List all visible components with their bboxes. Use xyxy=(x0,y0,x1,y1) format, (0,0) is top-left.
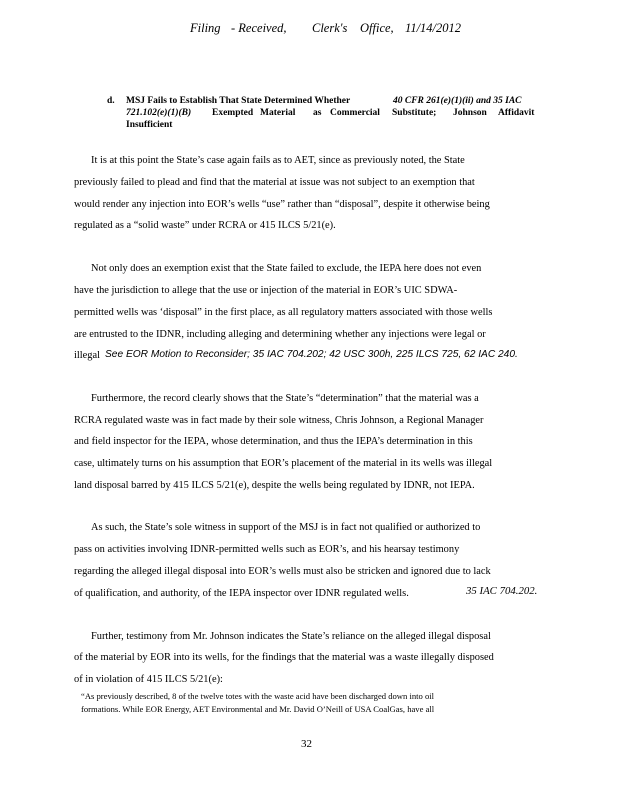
paragraph-line: are entrusted to the IDNR, including alleging and determining whether any injections were legal or xyxy=(74,329,486,340)
paragraph-line: It is at this point the State’s case again fails as to AET, since as previously noted, the State xyxy=(91,155,465,166)
paragraph-line: of qualification, and authority, of the IEPA inspector over IDNR regulated wells. xyxy=(74,588,409,599)
heading-word: as xyxy=(313,108,322,118)
paragraph-line: RCRA regulated waste was in fact made by their sole witness, Chris Johnson, a Regional Manager xyxy=(74,415,484,426)
paragraph-line: and field inspector for the IEPA, whose determination, and thus the IEPA’s determination in this xyxy=(74,436,473,447)
paragraph-line: land disposal barred by 415 ILCS 5/21(e), despite the wells being regulated by IDNR, not IEPA. xyxy=(74,480,475,491)
header-office: Office, xyxy=(360,21,394,35)
section-heading-cite: 40 CFR 261(e)(1)(ii) and 35 IAC xyxy=(393,96,522,106)
header-clerks: Clerk's xyxy=(312,21,348,35)
paragraph-line: of in violation of 415 ILCS 5/21(e): xyxy=(74,674,223,685)
heading-word: Affidavit xyxy=(498,108,535,118)
heading-word: Substitute; xyxy=(392,108,437,118)
page-number: 32 xyxy=(301,738,312,750)
paragraph-line: of the material by EOR into its wells, for the findings that the material was a waste illegally disposed xyxy=(74,652,494,663)
heading-word: Commercial xyxy=(330,108,380,118)
section-heading-line3: Insufficient xyxy=(126,120,173,130)
block-quote-line: formations. While EOR Energy, AET Environmental and Mr. David O’Neill of USA CoalGas, have all xyxy=(81,704,435,714)
paragraph-line: case, ultimately turns on his assumption that EOR’s placement of the material in its wells was illegal xyxy=(74,458,493,469)
paragraph-line: would render any injection into EOR’s wells “use” rather than “disposal”, despite it otherwise being xyxy=(74,199,490,210)
block-quote-line: “As previously described, 8 of the twelve totes with the waste acid have been discharged down into oil xyxy=(81,691,435,701)
paragraph-line: pass on activities involving IDNR-permitted wells such as EOR’s, and his hearsay testimony xyxy=(74,544,460,555)
section-heading-line2-cite: 721.102(e)(1)(B) xyxy=(126,108,192,118)
paragraph-line: permitted wells was ‘disposal” in the first place, as all regulatory matters associated with those wells xyxy=(74,307,493,318)
paragraph-line: Not only does an exemption exist that the State failed to exclude, the IEPA here does not even xyxy=(91,263,482,274)
paragraph-line: previously failed to plead and find that the material at issue was not subject to an exemption that xyxy=(74,177,475,188)
heading-word: Exempted xyxy=(212,108,254,118)
header-filing: Filing xyxy=(190,21,221,35)
header-received: - Received, xyxy=(231,21,287,35)
paragraph-line: regarding the alleged illegal disposal into EOR’s wells must also be stricken and ignored due to lack xyxy=(74,566,491,577)
paragraph-line: have the jurisdiction to allege that the use or injection of the material in EOR’s UIC SDWA- xyxy=(74,285,458,296)
header-date: 11/14/2012 xyxy=(405,21,462,35)
heading-word: Johnson xyxy=(453,108,487,118)
paragraph-line: Furthermore, the record clearly shows that the State’s “determination” that the material was a xyxy=(91,393,479,404)
heading-word: Material xyxy=(260,108,296,118)
paragraph-line: Further, testimony from Mr. Johnson indicates the State’s reliance on the alleged illegal disposal xyxy=(91,631,491,642)
paragraph-line: As such, the State’s sole witness in support of the MSJ is in fact not qualified or authorized to xyxy=(91,522,481,533)
section-marker: d. xyxy=(107,96,115,106)
citation: 35 IAC 704.202. xyxy=(466,585,538,597)
paragraph-line: illegal xyxy=(74,350,100,361)
section-heading-line1: MSJ Fails to Establish That State Determined Whether xyxy=(126,96,351,106)
citation: See EOR Motion to Reconsider; 35 IAC 704.202; 42 USC 300h, 225 ILCS 725, 62 IAC 240. xyxy=(105,349,518,360)
paragraph-line: regulated as a “solid waste” under RCRA or 415 ILCS 5/21(e). xyxy=(74,220,336,231)
